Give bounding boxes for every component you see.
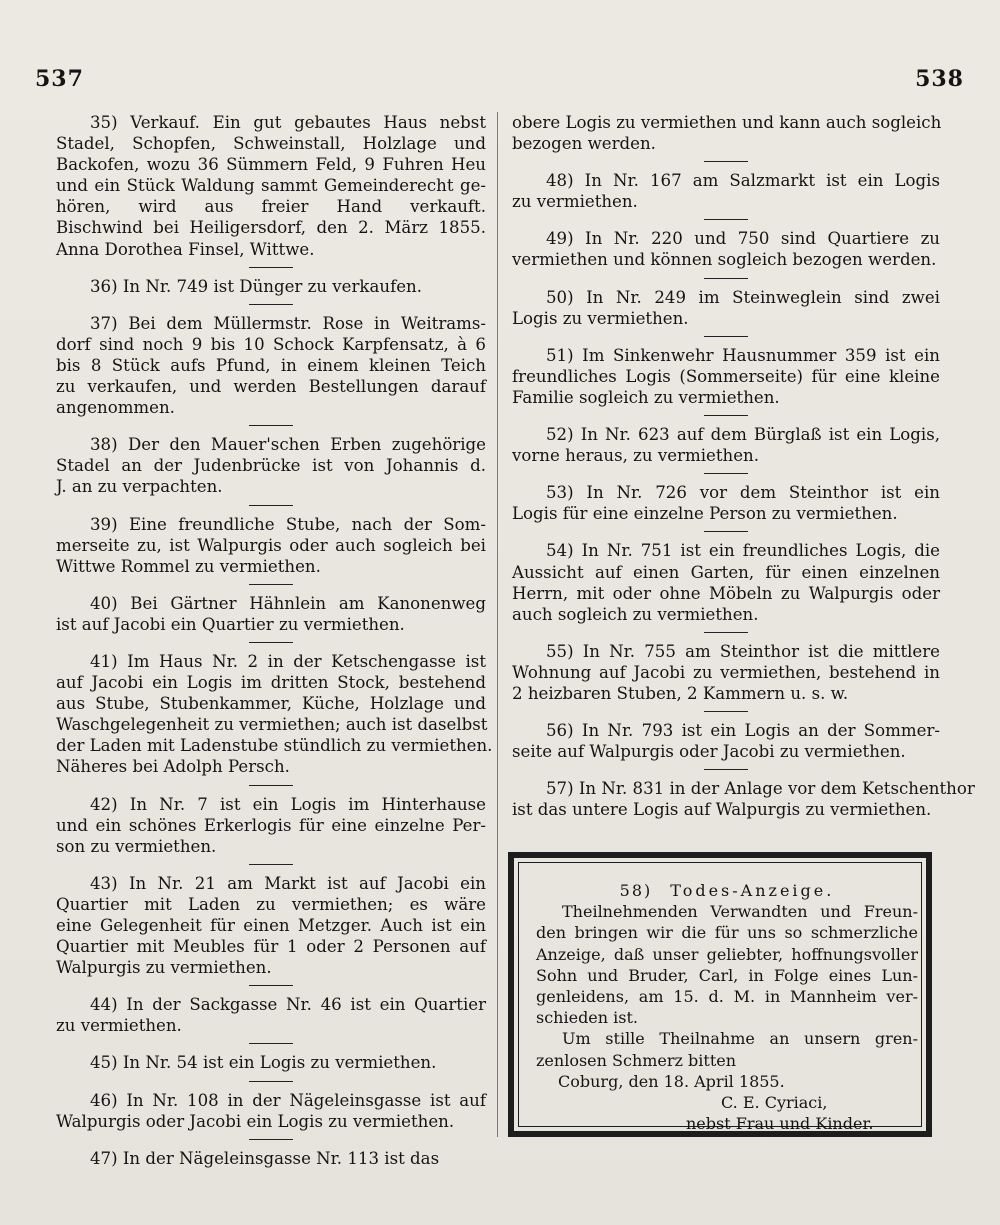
- ad-line: Walpurgis zu vermiethen.: [56, 958, 272, 978]
- separator-rule: [249, 584, 293, 585]
- advertisement-39: [56, 514, 486, 577]
- ad-line: ist das untere Logis auf Walpurgis zu vermiethen.: [512, 800, 932, 820]
- separator-rule: [249, 304, 293, 305]
- ad-line: 52) In Nr. 623 auf dem Bürglaß ist ein Logis,: [546, 425, 940, 445]
- death-notice-body: [536, 901, 918, 1028]
- separator-rule: [704, 531, 748, 532]
- notice-line: genleidens, am 15. d. M. in Mannheim ver-: [536, 987, 918, 1007]
- death-notice-signature: C. E. Cyriaci,: [721, 1093, 828, 1113]
- advertisement-37: [56, 313, 486, 418]
- death-notice-request: [536, 1028, 918, 1070]
- death-notice-number: 58): [619, 881, 653, 900]
- separator-rule: [704, 632, 748, 633]
- ad-line: Walpurgis oder Jacobi ein Logis zu vermiethen.: [56, 1111, 455, 1131]
- ad-line: 54) In Nr. 751 ist ein freundliches Logis, die: [546, 541, 940, 561]
- ad-line: Bischwind bei Heiligersdorf, den 2. März 1855.: [56, 218, 486, 238]
- ad-line: 56) In Nr. 793 ist ein Logis an der Sommer-: [546, 721, 940, 741]
- death-notice-box: [508, 852, 932, 1137]
- death-notice-heading: [536, 880, 918, 901]
- ad-line: Quartier mit Laden zu vermiethen; es wäre: [56, 894, 486, 914]
- death-notice-title: Todes-Anzeige.: [670, 881, 835, 900]
- separator-rule: [249, 1139, 293, 1140]
- ad-line: Wohnung auf Jacobi zu vermiethen, bestehend in: [512, 662, 940, 682]
- ad-line: und ein Stück Waldung sammt Gemeinderecht ge-: [56, 176, 486, 196]
- ad-line: 53) In Nr. 726 vor dem Steinthor ist ein: [546, 483, 940, 503]
- left-column: [56, 112, 493, 1169]
- ad-line: Wittwe Rommel zu vermiethen.: [56, 556, 321, 576]
- ad-line: Familie sogleich zu vermiethen.: [512, 387, 780, 407]
- ad-line: 39) Eine freundliche Stube, nach der Som-: [90, 514, 486, 534]
- ad-line: vorne heraus, zu vermiethen.: [512, 446, 759, 466]
- death-notice-signature-family: nebst Frau und Kinder.: [686, 1114, 874, 1134]
- ad-line: 2 heizbaren Stuben, 2 Kammern u. s. w.: [512, 683, 849, 703]
- advertisement-44: [56, 994, 486, 1036]
- separator-rule: [704, 161, 748, 162]
- notice-line: schieden ist.: [536, 1008, 639, 1028]
- ad-line: seite auf Walpurgis oder Jacobi zu vermiethen.: [512, 742, 906, 762]
- separator-rule: [249, 505, 293, 506]
- separator-rule: [249, 985, 293, 986]
- notice-line: Anzeige, daß unser geliebter, hoffnungsvoller: [536, 944, 918, 964]
- notice-line: Um stille Theilnahme an unsern gren-: [562, 1029, 918, 1049]
- ad-line: 51) Im Sinkenwehr Hausnummer 359 ist ein: [546, 345, 940, 365]
- ad-line: Logis für eine einzelne Person zu vermiethen.: [512, 504, 898, 524]
- ad-line: 47) In der Nägeleinsgasse Nr. 113 ist das: [90, 1148, 440, 1168]
- column-divider: [497, 112, 498, 1137]
- separator-rule: [704, 219, 748, 220]
- ad-line: 49) In Nr. 220 und 750 sind Quartiere zu: [546, 229, 940, 249]
- advertisement-48: [512, 170, 940, 212]
- ad-line: ist auf Jacobi ein Quartier zu vermiethen.: [56, 614, 405, 634]
- ad-line: aus Stube, Stubenkammer, Küche, Holzlage und: [56, 694, 486, 714]
- notice-line: zenlosen Schmerz bitten: [536, 1050, 737, 1070]
- ad-line: Herrn, mit oder ohne Möbeln zu Walpurgis oder: [512, 583, 940, 603]
- ad-line: 55) In Nr. 755 am Steinthor ist die mittlere: [546, 641, 940, 661]
- ad-line: 41) Im Haus Nr. 2 in der Ketschengasse ist: [90, 651, 486, 671]
- advertisement-36: [56, 276, 486, 297]
- advertisement-46: [56, 1090, 486, 1132]
- ad-line: der Laden mit Ladenstube stündlich zu vermiethen.: [56, 736, 493, 756]
- notice-line: Theilnehmenden Verwandten und Freun-: [562, 902, 918, 922]
- ad-line: son zu vermiethen.: [56, 836, 217, 856]
- ad-line: zu vermiethen.: [512, 192, 638, 212]
- page-number-left: 537: [35, 66, 84, 92]
- advertisement-52: [512, 424, 940, 466]
- notice-line: den bringen wir die für uns so schmerzliche: [536, 923, 918, 943]
- advertisement-50: [512, 287, 940, 329]
- separator-rule: [704, 473, 748, 474]
- ad-line: bis 8 Stück aufs Pfund, in einem kleinen Teich: [56, 355, 486, 375]
- separator-rule: [704, 711, 748, 712]
- advertisement-35: [56, 112, 486, 260]
- advertisement-51: [512, 345, 940, 408]
- separator-rule: [249, 1043, 293, 1044]
- separator-rule: [704, 336, 748, 337]
- ad-line: 38) Der den Mauer'schen Erben zugehörige: [90, 435, 486, 455]
- ad-line: eine Gelegenheit für einen Metzger. Auch ist ein: [56, 916, 486, 935]
- ad-line: Aussicht auf einen Garten, für einen einzelnen: [512, 562, 940, 582]
- ad-line: 42) In Nr. 7 ist ein Logis im Hinterhause: [90, 794, 486, 814]
- ad-line: 46) In Nr. 108 in der Nägeleinsgasse ist auf: [90, 1090, 486, 1110]
- separator-rule: [249, 785, 293, 786]
- advertisement-38: [56, 434, 486, 497]
- ad-line: 43) In Nr. 21 am Markt ist auf Jacobi ein: [90, 873, 486, 893]
- ad-line: 48) In Nr. 167 am Salzmarkt ist ein Logis: [546, 171, 940, 191]
- ad-line: Logis zu vermiethen.: [512, 308, 689, 328]
- ad-line: 40) Bei Gärtner Hähnlein am Kanonenweg: [90, 593, 486, 613]
- advertisement-45: [56, 1052, 486, 1073]
- separator-rule: [704, 769, 748, 770]
- advertisement-49: [512, 228, 940, 270]
- advertisement-41: [56, 651, 493, 778]
- ad-line: auf Jacobi ein Logis im dritten Stock, bestehend: [56, 673, 486, 693]
- advertisement-57: [512, 778, 975, 820]
- ad-line: dorf sind noch 9 bis 10 Schock Karpfensatz, à 6: [56, 334, 486, 354]
- advertisement-40: [56, 593, 486, 635]
- ad-line: vermiethen und können sogleich bezogen werden.: [512, 250, 937, 270]
- ad-line: Anna Dorothea Finsel, Wittwe.: [56, 239, 315, 259]
- ad-line: J. an zu verpachten.: [56, 477, 223, 497]
- ad-line: Näheres bei Adolph Persch.: [56, 757, 290, 777]
- ad-line: Stadel an der Judenbrücke ist von Johannis d.: [56, 456, 486, 476]
- ad-line: zu verkaufen, und werden Bestellungen darauf: [56, 377, 486, 397]
- ad-line: 44) In der Sackgasse Nr. 46 ist ein Quartier: [90, 995, 486, 1015]
- ad-line: auch sogleich zu vermiethen.: [512, 604, 759, 624]
- ad-line: und ein schönes Erkerlogis für eine einzelne Per-: [56, 815, 486, 835]
- ad-line: 57) In Nr. 831 in der Anlage vor dem Ketschenthor: [546, 779, 975, 799]
- advertisement-43: [56, 873, 486, 978]
- ad-line: merseite zu, ist Walpurgis oder auch sogleich bei: [56, 535, 486, 555]
- separator-rule: [704, 415, 748, 416]
- ad-line: angenommen.: [56, 398, 175, 418]
- notice-line: Sohn und Bruder, Carl, in Folge eines Lun-: [536, 965, 918, 985]
- ad-line: 37) Bei dem Müllermstr. Rose in Weitrams-: [90, 313, 486, 333]
- separator-rule: [249, 1081, 293, 1082]
- ad-line: Backofen, wozu 36 Sümmern Feld, 9 Fuhren Heu: [56, 155, 486, 175]
- advertisement-42: [56, 794, 486, 857]
- right-column: [512, 112, 975, 820]
- ad-line: 35) Verkauf. Ein gut gebautes Haus nebst: [90, 113, 486, 132]
- ad-line: hören, wird aus freier Hand verkauft.: [56, 197, 486, 217]
- advertisement-54: [512, 540, 940, 624]
- ad-line: obere Logis zu vermiethen und kann auch sogleich: [512, 113, 942, 132]
- ad-line: freundliches Logis (Sommerseite) für eine kleine: [512, 366, 940, 386]
- ad-line: 50) In Nr. 249 im Steinweglein sind zwei: [546, 287, 940, 307]
- ad-line: Quartier mit Meubles für 1 oder 2 Personen auf: [56, 937, 486, 957]
- advertisement-55: [512, 641, 940, 704]
- ad-line: Stadel, Schopfen, Schweinstall, Holzlage und: [56, 134, 486, 154]
- separator-rule: [249, 425, 293, 426]
- advertisement-56: [512, 720, 940, 762]
- death-notice-date: Coburg, den 18. April 1855.: [558, 1071, 785, 1091]
- separator-rule: [249, 642, 293, 643]
- separator-rule: [249, 864, 293, 865]
- ad-line: 36) In Nr. 749 ist Dünger zu verkaufen.: [90, 276, 422, 296]
- separator-rule: [249, 267, 293, 268]
- ad-line: 45) In Nr. 54 ist ein Logis zu vermiethen.: [90, 1053, 437, 1073]
- advertisement-53: [512, 482, 940, 524]
- page-number-right: 538: [915, 66, 964, 92]
- ad-line: Waschgelegenheit zu vermiethen; auch ist daselbst: [56, 715, 488, 735]
- ad-line: zu vermiethen.: [56, 1016, 182, 1036]
- ad-line: bezogen werden.: [512, 134, 656, 154]
- advertisement-47: [56, 1148, 486, 1169]
- separator-rule: [704, 278, 748, 279]
- advertisement-47c: [512, 112, 940, 154]
